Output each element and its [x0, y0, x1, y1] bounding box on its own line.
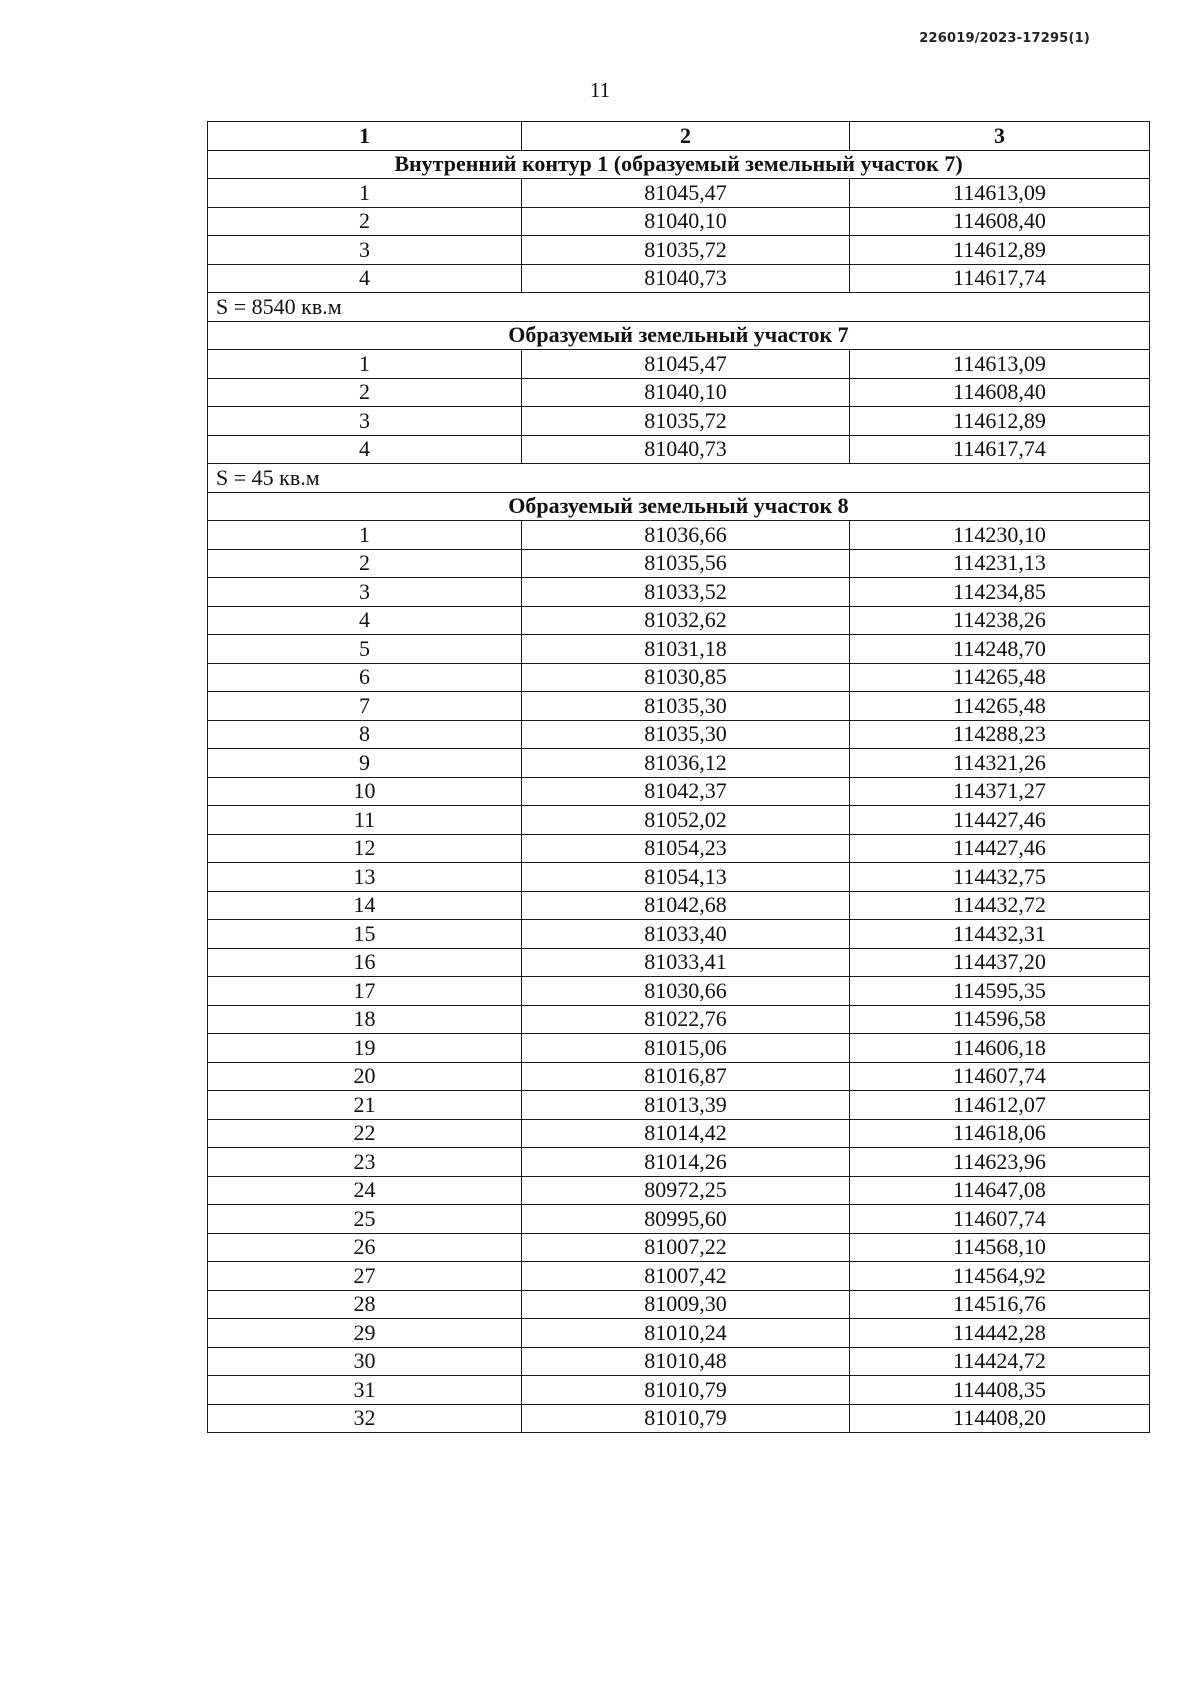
- area-row: [208, 293, 1150, 322]
- coordinates-table-body: [208, 122, 1150, 1433]
- point-number-cell: 29: [208, 1319, 522, 1348]
- y-coordinate-cell: 114321,26: [850, 749, 1150, 778]
- table-header-row: [208, 122, 1150, 151]
- y-coordinate-cell: 114230,10: [850, 521, 1150, 550]
- table-row: [208, 1119, 1150, 1148]
- point-number-cell: 25: [208, 1205, 522, 1234]
- x-coordinate-cell: 81042,68: [522, 891, 850, 920]
- y-coordinate-cell: 114568,10: [850, 1233, 1150, 1262]
- y-coordinate-cell: 114424,72: [850, 1347, 1150, 1376]
- header-cell-y: 3: [850, 122, 1150, 151]
- table-row: [208, 521, 1150, 550]
- y-coordinate-cell: 114613,09: [850, 350, 1150, 379]
- point-number-cell: 15: [208, 920, 522, 949]
- x-coordinate-cell: 81033,41: [522, 948, 850, 977]
- x-coordinate-cell: 81045,47: [522, 350, 850, 379]
- point-number-cell: 16: [208, 948, 522, 977]
- table-row: [208, 407, 1150, 436]
- point-number-cell: 3: [208, 407, 522, 436]
- point-number-cell: 20: [208, 1062, 522, 1091]
- table-row: [208, 1376, 1150, 1405]
- x-coordinate-cell: 81035,72: [522, 407, 850, 436]
- table-row: [208, 1290, 1150, 1319]
- page-number: 11: [589, 78, 611, 102]
- y-coordinate-cell: 114607,74: [850, 1062, 1150, 1091]
- table-row: [208, 834, 1150, 863]
- y-coordinate-cell: 114248,70: [850, 635, 1150, 664]
- point-number-cell: 21: [208, 1091, 522, 1120]
- point-number-cell: 4: [208, 264, 522, 293]
- y-coordinate-cell: 114612,89: [850, 407, 1150, 436]
- coordinates-table: [207, 121, 1150, 1433]
- point-number-cell: 14: [208, 891, 522, 920]
- x-coordinate-cell: 81010,79: [522, 1376, 850, 1405]
- table-row: [208, 948, 1150, 977]
- table-row: [208, 1347, 1150, 1376]
- x-coordinate-cell: 81032,62: [522, 606, 850, 635]
- table-row: [208, 1233, 1150, 1262]
- point-number-cell: 17: [208, 977, 522, 1006]
- y-coordinate-cell: 114564,92: [850, 1262, 1150, 1291]
- table-row: [208, 578, 1150, 607]
- x-coordinate-cell: 81036,66: [522, 521, 850, 550]
- x-coordinate-cell: 81045,47: [522, 179, 850, 208]
- x-coordinate-cell: 81040,10: [522, 207, 850, 236]
- x-coordinate-cell: 81014,42: [522, 1119, 850, 1148]
- x-coordinate-cell: 81035,72: [522, 236, 850, 265]
- y-coordinate-cell: 114265,48: [850, 663, 1150, 692]
- table-row: [208, 1205, 1150, 1234]
- section-title: Внутренний контур 1 (образуемый земельный участок 7): [208, 150, 1150, 179]
- point-number-cell: 9: [208, 749, 522, 778]
- y-coordinate-cell: 114596,58: [850, 1005, 1150, 1034]
- point-number-cell: 30: [208, 1347, 522, 1376]
- header-cell-point: 1: [208, 122, 522, 151]
- y-coordinate-cell: 114437,20: [850, 948, 1150, 977]
- point-number-cell: 4: [208, 435, 522, 464]
- y-coordinate-cell: 114442,28: [850, 1319, 1150, 1348]
- point-number-cell: 3: [208, 236, 522, 265]
- table-row: [208, 1005, 1150, 1034]
- y-coordinate-cell: 114612,07: [850, 1091, 1150, 1120]
- y-coordinate-cell: 114432,75: [850, 863, 1150, 892]
- y-coordinate-cell: 114612,89: [850, 236, 1150, 265]
- x-coordinate-cell: 81007,42: [522, 1262, 850, 1291]
- table-row: [208, 549, 1150, 578]
- x-coordinate-cell: 81007,22: [522, 1233, 850, 1262]
- y-coordinate-cell: 114595,35: [850, 977, 1150, 1006]
- x-coordinate-cell: 81054,23: [522, 834, 850, 863]
- y-coordinate-cell: 114623,96: [850, 1148, 1150, 1177]
- area-value: S = 8540 кв.м: [208, 293, 1150, 322]
- y-coordinate-cell: 114408,20: [850, 1404, 1150, 1433]
- y-coordinate-cell: 114516,76: [850, 1290, 1150, 1319]
- y-coordinate-cell: 114408,35: [850, 1376, 1150, 1405]
- table-row: [208, 1319, 1150, 1348]
- table-row: [208, 207, 1150, 236]
- y-coordinate-cell: 114608,40: [850, 378, 1150, 407]
- table-row: [208, 920, 1150, 949]
- table-row: [208, 749, 1150, 778]
- table-row: [208, 777, 1150, 806]
- x-coordinate-cell: 81010,48: [522, 1347, 850, 1376]
- x-coordinate-cell: 81040,73: [522, 264, 850, 293]
- y-coordinate-cell: 114432,31: [850, 920, 1150, 949]
- y-coordinate-cell: 114607,74: [850, 1205, 1150, 1234]
- table-row: [208, 692, 1150, 721]
- point-number-cell: 3: [208, 578, 522, 607]
- section-title-row: [208, 321, 1150, 350]
- point-number-cell: 12: [208, 834, 522, 863]
- y-coordinate-cell: 114288,23: [850, 720, 1150, 749]
- table-row: [208, 1262, 1150, 1291]
- point-number-cell: 8: [208, 720, 522, 749]
- y-coordinate-cell: 114618,06: [850, 1119, 1150, 1148]
- y-coordinate-cell: 114647,08: [850, 1176, 1150, 1205]
- point-number-cell: 1: [208, 521, 522, 550]
- table-row: [208, 1404, 1150, 1433]
- x-coordinate-cell: 81054,13: [522, 863, 850, 892]
- point-number-cell: 2: [208, 549, 522, 578]
- point-number-cell: 2: [208, 378, 522, 407]
- document-id: 226019/2023-17295(1): [919, 31, 1090, 46]
- x-coordinate-cell: 81010,24: [522, 1319, 850, 1348]
- point-number-cell: 1: [208, 350, 522, 379]
- x-coordinate-cell: 81014,26: [522, 1148, 850, 1177]
- section-title-row: [208, 150, 1150, 179]
- y-coordinate-cell: 114617,74: [850, 435, 1150, 464]
- table-row: [208, 891, 1150, 920]
- x-coordinate-cell: 81013,39: [522, 1091, 850, 1120]
- x-coordinate-cell: 81040,10: [522, 378, 850, 407]
- point-number-cell: 2: [208, 207, 522, 236]
- table-row: [208, 350, 1150, 379]
- table-row: [208, 606, 1150, 635]
- x-coordinate-cell: 81030,85: [522, 663, 850, 692]
- table-row: [208, 720, 1150, 749]
- table-row: [208, 179, 1150, 208]
- table-row: [208, 378, 1150, 407]
- y-coordinate-cell: 114427,46: [850, 806, 1150, 835]
- point-number-cell: 26: [208, 1233, 522, 1262]
- table-row: [208, 1034, 1150, 1063]
- point-number-cell: 11: [208, 806, 522, 835]
- point-number-cell: 28: [208, 1290, 522, 1319]
- table-row: [208, 806, 1150, 835]
- point-number-cell: 18: [208, 1005, 522, 1034]
- header-cell-x: 2: [522, 122, 850, 151]
- y-coordinate-cell: 114265,48: [850, 692, 1150, 721]
- x-coordinate-cell: 80995,60: [522, 1205, 850, 1234]
- y-coordinate-cell: 114617,74: [850, 264, 1150, 293]
- y-coordinate-cell: 114427,46: [850, 834, 1150, 863]
- point-number-cell: 13: [208, 863, 522, 892]
- point-number-cell: 32: [208, 1404, 522, 1433]
- section-title: Образуемый земельный участок 8: [208, 492, 1150, 521]
- table-row: [208, 1176, 1150, 1205]
- x-coordinate-cell: 80972,25: [522, 1176, 850, 1205]
- x-coordinate-cell: 81036,12: [522, 749, 850, 778]
- y-coordinate-cell: 114231,13: [850, 549, 1150, 578]
- y-coordinate-cell: 114371,27: [850, 777, 1150, 806]
- point-number-cell: 6: [208, 663, 522, 692]
- point-number-cell: 24: [208, 1176, 522, 1205]
- x-coordinate-cell: 81010,79: [522, 1404, 850, 1433]
- y-coordinate-cell: 114432,72: [850, 891, 1150, 920]
- y-coordinate-cell: 114238,26: [850, 606, 1150, 635]
- x-coordinate-cell: 81022,76: [522, 1005, 850, 1034]
- y-coordinate-cell: 114606,18: [850, 1034, 1150, 1063]
- table-row: [208, 1148, 1150, 1177]
- table-row: [208, 635, 1150, 664]
- x-coordinate-cell: 81030,66: [522, 977, 850, 1006]
- x-coordinate-cell: 81033,40: [522, 920, 850, 949]
- point-number-cell: 4: [208, 606, 522, 635]
- x-coordinate-cell: 81040,73: [522, 435, 850, 464]
- x-coordinate-cell: 81042,37: [522, 777, 850, 806]
- section-title: Образуемый земельный участок 7: [208, 321, 1150, 350]
- x-coordinate-cell: 81035,30: [522, 692, 850, 721]
- x-coordinate-cell: 81009,30: [522, 1290, 850, 1319]
- x-coordinate-cell: 81033,52: [522, 578, 850, 607]
- point-number-cell: 31: [208, 1376, 522, 1405]
- table-row: [208, 977, 1150, 1006]
- x-coordinate-cell: 81016,87: [522, 1062, 850, 1091]
- point-number-cell: 10: [208, 777, 522, 806]
- y-coordinate-cell: 114234,85: [850, 578, 1150, 607]
- table-row: [208, 863, 1150, 892]
- y-coordinate-cell: 114608,40: [850, 207, 1150, 236]
- x-coordinate-cell: 81035,30: [522, 720, 850, 749]
- y-coordinate-cell: 114613,09: [850, 179, 1150, 208]
- section-title-row: [208, 492, 1150, 521]
- x-coordinate-cell: 81035,56: [522, 549, 850, 578]
- point-number-cell: 7: [208, 692, 522, 721]
- point-number-cell: 5: [208, 635, 522, 664]
- x-coordinate-cell: 81052,02: [522, 806, 850, 835]
- table-row: [208, 663, 1150, 692]
- point-number-cell: 22: [208, 1119, 522, 1148]
- point-number-cell: 1: [208, 179, 522, 208]
- table-row: [208, 1091, 1150, 1120]
- area-value: S = 45 кв.м: [208, 464, 1150, 493]
- area-row: [208, 464, 1150, 493]
- table-row: [208, 1062, 1150, 1091]
- x-coordinate-cell: 81031,18: [522, 635, 850, 664]
- point-number-cell: 19: [208, 1034, 522, 1063]
- table-row: [208, 236, 1150, 265]
- table-row: [208, 264, 1150, 293]
- x-coordinate-cell: 81015,06: [522, 1034, 850, 1063]
- point-number-cell: 27: [208, 1262, 522, 1291]
- table-row: [208, 435, 1150, 464]
- point-number-cell: 23: [208, 1148, 522, 1177]
